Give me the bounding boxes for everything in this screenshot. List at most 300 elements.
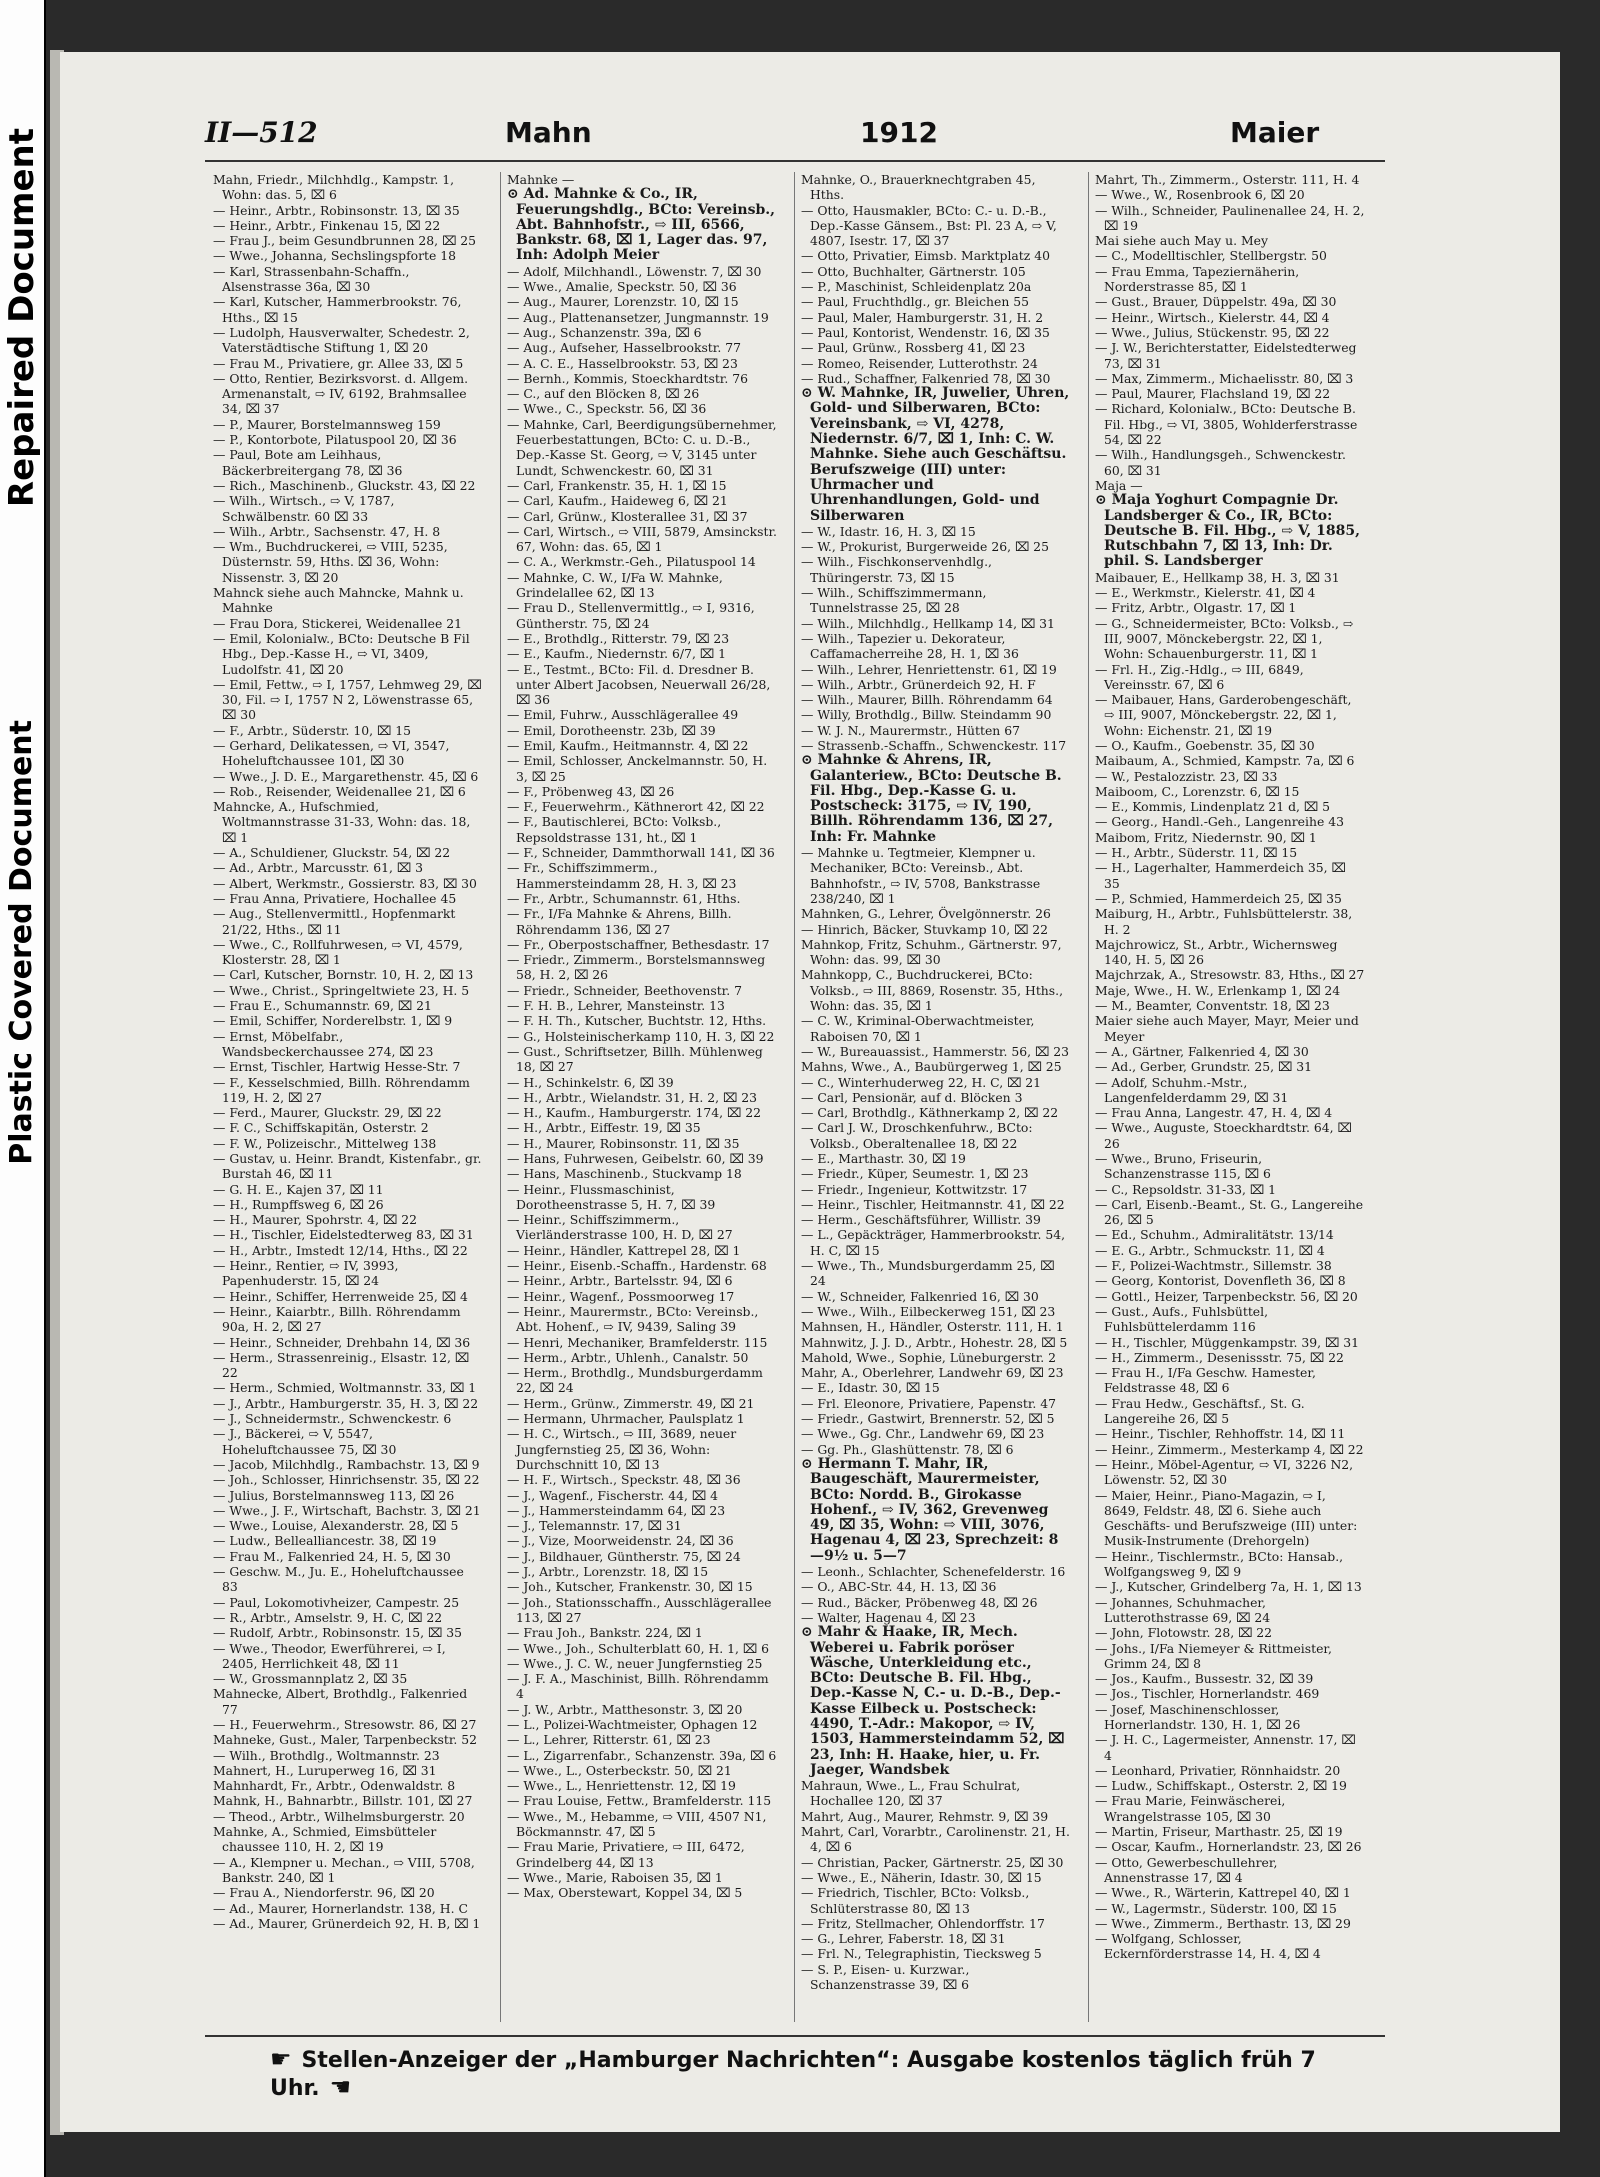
directory-entry: — H. C., Wirtsch., ⇨ III, 3689, neuer Jungfernstieg 25, ⌧ 36, Wohn: Durchschnitt 10, ⌧ 13 [507, 1426, 737, 1472]
directory-entry: — A., Klempner u. Mechan., ⇨ VIII, 5708, Bankstr. 240, ⌧ 1 [213, 1854, 475, 1885]
directory-entry: — Frau Hedw., Geschäftsf., St. G. Langereihe 26, ⌧ 5 [1095, 1395, 1305, 1427]
directory-entry: — Heinr., Arbtr., Robinsonstr. 13, ⌧ 35 [213, 202, 460, 218]
directory-entry: — Heinr., Zimmerm., Mesterkamp 4, ⌧ 22 [1095, 1441, 1364, 1457]
directory-entry: — Ferd., Maurer, Gluckstr. 29, ⌧ 22 [213, 1105, 442, 1121]
directory-entry: — Heinr., Tischler, Rehhoffstr. 14, ⌧ 11 [1095, 1426, 1346, 1442]
directory-entry: — Wwe., Julius, Stückenstr. 95, ⌧ 22 [1095, 324, 1330, 340]
directory-entry: — E., Kommis, Lindenplatz 21 d, ⌧ 5 [1095, 799, 1331, 815]
directory-entry: — Wwe., J. F., Wirtschaft, Bachstr. 3, ⌧ 21 [213, 1502, 481, 1518]
directory-entry: — Ludw., Bellealliancestr. 38, ⌧ 19 [213, 1533, 437, 1549]
directory-entry: Mahnhardt, Fr., Arbtr., Odenwaldstr. 8 [213, 1778, 456, 1794]
directory-entry: — Friedr., Ingenieur, Kottwitzstr. 17 [801, 1181, 1028, 1197]
directory-entry: Mahns, Wwe., A., Baubürgerweg 1, ⌧ 25 [801, 1059, 1062, 1075]
directory-entry: — F., Arbtr., Süderstr. 10, ⌧ 15 [213, 722, 412, 738]
directory-entry: — W., Bureauassist., Hammerstr. 56, ⌧ 23 [801, 1043, 1069, 1059]
directory-entry: Maiburg, H., Arbtr., Fuhlsbüttelerstr. 38, H. 2 [1095, 906, 1353, 937]
directory-entry: — G., Schneidermeister, BCto: Volksb., ⇨ III, 9007, Mönckebergstr. 22, ⌧ 1, Wohn: Schauenburgerstr. 11, ⌧ 1 [1095, 615, 1354, 662]
directory-entry: — W., Grossmannplatz 2, ⌧ 35 [213, 1671, 408, 1687]
footer-text: Stellen-Anzeiger der „Hamburger Nachrichten“: Ausgabe kostenlos täglich früh 7 Uhr. [270, 2048, 1316, 2101]
directory-entry: Mahnck siehe auch Mahncke, Mahnk u. Mahnke [213, 585, 464, 616]
directory-entry: — Herm., Grünw., Zimmerstr. 49, ⌧ 21 [507, 1395, 755, 1411]
directory-entry: Mahnken, G., Lehrer, Övelgönnerstr. 26 [801, 906, 1051, 922]
directory-entry: — Aug., Aufseher, Hasselbrookstr. 77 [507, 340, 741, 356]
directory-entry: — E., Brothdlg., Ritterstr. 79, ⌧ 23 [507, 630, 730, 646]
directory-entry: — Henri, Mechaniker, Bramfelderstr. 115 [507, 1334, 768, 1350]
directory-entry: — Aug., Plattenansetzer, Jungmannstr. 19 [507, 309, 769, 325]
directory-entry: — Otto, Privatier, Eimsb. Marktplatz 40 [801, 248, 1051, 264]
directory-entry: — Walter, Hagenau 4, ⌧ 23 [801, 1609, 976, 1625]
directory-entry: — A., Schuldiener, Gluckstr. 54, ⌧ 22 [213, 845, 451, 861]
directory-entry: — Frau Dora, Stickerei, Weidenallee 21 [213, 615, 462, 631]
directory-entry: — Heinr., Möbel-Agentur, ⇨ VI, 3226 N2, Löwenstr. 52, ⌧ 30 [1095, 1456, 1354, 1488]
directory-entry: — Frau H., I/Fa Geschw. Hamester, Feldstrasse 48, ⌧ 6 [1095, 1365, 1316, 1396]
directory-entry: — Gerhard, Delikatessen, ⇨ VI, 3547, Hoheluftchaussee 101, ⌧ 30 [213, 737, 450, 769]
directory-entry: — Joh., Stationsschaffn., Ausschlägerallee 113, ⌧ 27 [507, 1594, 772, 1625]
directory-entry: Mahnecke, Albert, Brothdlg., Falkenried 77 [213, 1686, 468, 1717]
directory-entry: — Wwe., Auguste, Stoeckhardtstr. 64, ⌧ 26 [1095, 1120, 1352, 1151]
directory-entry: — Carl, Wirtsch., ⇨ VIII, 5879, Amsinckstr. 67, Wohn: das. 65, ⌧ 1 [507, 523, 777, 555]
directory-entry: — Wwe., C., Speckstr. 56, ⌧ 36 [507, 401, 707, 417]
directory-entry: — Frl. Eleonore, Privatiere, Papenstr. 47 [801, 1395, 1057, 1411]
directory-entry: — J., Wagenf., Fischerstr. 44, ⌧ 4 [507, 1487, 719, 1503]
directory-entry: — Frau E., Schumannstr. 69, ⌧ 21 [213, 998, 432, 1014]
directory-entry: — Carl, Pensionär, auf d. Blöcken 3 [801, 1089, 1023, 1105]
directory-entry: — Ernst, Tischler, Hartwig Hesse-Str. 7 [213, 1059, 461, 1075]
directory-entry: — Fr., I/Fa Mahnke & Ahrens, Billh. Röhrendamm 136, ⌧ 27 [507, 906, 732, 937]
directory-entry: — Jos., Tischler, Hornerlandstr. 469 [1095, 1686, 1320, 1702]
repaired-stamp: Repaired Document [2, 128, 42, 508]
directory-entry: — Joh., Kutscher, Frankenstr. 30, ⌧ 15 [507, 1579, 753, 1595]
directory-entry: — L., Gepäckträger, Hammerbrookstr. 54, H. C, ⌧ 15 [801, 1227, 1066, 1258]
directory-entry: — Frau Joh., Bankstr. 224, ⌧ 1 [507, 1625, 703, 1641]
directory-entry: — Carl, Kaufm., Haideweg 6, ⌧ 21 [507, 493, 728, 509]
directory-entry: — Ludolph, Hausverwalter, Schedestr. 2, Vaterstädtische Stiftung 1, ⌧ 20 [213, 324, 470, 356]
directory-entry: — Paul, Bote am Leihhaus, Bäckerbreitergang 78, ⌧ 36 [213, 447, 403, 478]
directory-entry: — Frau J., beim Gesundbrunnen 28, ⌧ 25 [213, 233, 477, 249]
directory-entry: — F. C., Schiffskapitän, Osterstr. 2 [213, 1120, 429, 1136]
directory-entry: — F., Polizei-Wachtmstr., Sillemstr. 38 [1095, 1258, 1332, 1274]
directory-entry: — H., Zimmerm., Desenissstr. 75, ⌧ 22 [1095, 1349, 1344, 1365]
directory-entry: — Frl. N., Telegraphistin, Tiecksweg 5 [801, 1946, 1042, 1962]
directory-entry: — H., Tischler, Eidelstedterweg 83, ⌧ 31 [213, 1227, 474, 1243]
directory-entry: — P., Maurer, Borstelmannsweg 159 [213, 416, 441, 432]
directory-entry: — Wilh., Tapezier u. Dekorateur, Caffamacherreihe 28, H. 1, ⌧ 36 [801, 630, 1019, 662]
directory-entry: — L., Lehrer, Ritterstr. 61, ⌧ 23 [507, 1732, 711, 1748]
directory-entry: — J. W., Berichterstatter, Eidelstedterweg 73, ⌧ 31 [1095, 340, 1357, 371]
directory-entry: — Paul, Grünw., Rossberg 41, ⌧ 23 [801, 340, 1026, 356]
directory-entry: — Martin, Friseur, Marthastr. 25, ⌧ 19 [1095, 1824, 1343, 1840]
directory-entry: — Emil, Kolonialw., BCto: Deutsche B Fil Hbg., Dep.-Kasse H., ⇨ VI, 3409, Ludolfstr. 41, ⌧ 20 [213, 630, 470, 677]
directory-entry: — Heinr., Maurermstr., BCto: Vereinsb., Abt. Hohenf., ⇨ IV, 9439, Saling 39 [507, 1303, 759, 1335]
directory-entry: — Wwe., Joh., Schulterblatt 60, H. 1, ⌧ 6 [507, 1640, 769, 1656]
directory-entry: — Carl, Brothdlg., Käthnerkamp 2, ⌧ 22 [801, 1105, 1059, 1121]
pointing-hand-icon: ☚ [329, 2073, 352, 2101]
directory-entry: Mahnsen, H., Händler, Osterstr. 111, H. 1 [801, 1319, 1064, 1335]
directory-entry: — Wilh., Milchhdlg., Hellkamp 14, ⌧ 31 [801, 615, 1055, 631]
directory-entry: — Fr., Schiffszimmerm., Hammersteindamm 28, H. 3, ⌧ 23 [507, 860, 737, 891]
directory-entry: — Friedrich, Tischler, BCto: Volksb., Schlüterstrasse 80, ⌧ 13 [801, 1885, 1030, 1916]
directory-entry: — P., Schmied, Hammerdeich 25, ⌧ 35 [1095, 890, 1342, 906]
directory-entry: — Ad., Gerber, Grundstr. 25, ⌧ 31 [1095, 1059, 1312, 1075]
directory-entry: — J., Telemannstr. 17, ⌧ 31 [507, 1518, 682, 1534]
directory-entry: — F. H. Th., Kutscher, Buchtstr. 12, Hths. [507, 1013, 767, 1029]
directory-entry: — Wilh., Lehrer, Henriettenstr. 61, ⌧ 19 [801, 661, 1057, 677]
directory-entry: — Ludw., Schiffskapt., Osterstr. 2, ⌧ 19 [1095, 1778, 1347, 1794]
directory-entry: — Heinr., Flussmaschinist, Dorotheenstrasse 5, H. 7, ⌧ 39 [507, 1181, 716, 1212]
directory-entry: — S. P., Eisen- u. Kurzwar., Schanzenstrasse 39, ⌧ 6 [801, 1961, 970, 1993]
directory-column-1 [213, 172, 483, 2022]
directory-entry: Mahnkop, Fritz, Schuhm., Gärtnerstr. 97, Wohn: das. 99, ⌧ 30 [801, 936, 1062, 968]
directory-entry: — Rob., Reisender, Weidenallee 21, ⌧ 6 [213, 783, 466, 799]
directory-entry: — C., Modelltischler, Stellbergstr. 50 [1095, 248, 1327, 264]
directory-entry: — H., Arbtr., Eiffestr. 19, ⌧ 35 [507, 1120, 701, 1136]
directory-entry: ⊙ Mahr & Haake, IR, Mech. Weberei u. Fabrik poröser Wäsche, Unterkleidung etc., BCto: Deutsche B. Fil. Hbg., Dep.-Kasse N, C.- u. D.-B., Dep.-Kasse Eilbeck u. Postscheck: 4490, T.-Adr.: Makopor, ⇨ IV, 1503, Hammersteindamm 52, ⌧ 23, Inh: H. Haake, hier, u. Fr. Jaeger, Wandsbek [801, 1624, 1065, 1778]
directory-entry: — Herm., Geschäftsführer, Willistr. 39 [801, 1212, 1041, 1228]
directory-entry: — Wilh., Arbtr., Sachsenstr. 47, H. 8 [213, 523, 441, 539]
directory-entry: — Heinr., Arbtr., Finkenau 15, ⌧ 22 [213, 217, 441, 233]
directory-entry: — H., Maurer, Spohrstr. 4, ⌧ 22 [213, 1212, 418, 1228]
directory-entry: — O., Kaufm., Goebenstr. 35, ⌧ 30 [1095, 737, 1315, 753]
directory-entry: — Wwe., Wilh., Eilbeckerweg 151, ⌧ 23 [801, 1303, 1056, 1319]
directory-entry: — Romeo, Reisender, Lutterothstr. 24 [801, 355, 1038, 371]
directory-column-2 [507, 172, 777, 2022]
directory-entry: — P., Maschinist, Schleidenplatz 20a [801, 279, 1032, 295]
directory-entry: — H., Arbtr., Imstedt 12/14, Hths., ⌧ 22 [213, 1242, 468, 1258]
directory-entry: — Rich., Maschinenb., Gluckstr. 43, ⌧ 22 [213, 477, 476, 493]
directory-entry: Maier siehe auch Mayer, Mayr, Meier und Meyer [1095, 1013, 1359, 1044]
directory-entry: ⊙ W. Mahnke, IR, Juwelier, Uhren, Gold- und Silberwaren, BCto: Vereinsbank, ⇨ VI, 4278, Niedernstr. 6/7, ⌧ 1, Inh: C. W. Mahnke. Siehe auch Geschäftsu. Berufszweige (III) unter: Uhrmacher und Uhrenhandlungen, Gold- und Silberwaren [801, 385, 1070, 524]
directory-entry: — H., Arbtr., Süderstr. 11, ⌧ 15 [1095, 845, 1298, 861]
directory-entry: — Adolf, Schuhm.-Mstr., Langenfelderdamm 29, ⌧ 31 [1095, 1074, 1289, 1105]
directory-entry: — G., Holsteinischerkamp 110, H. 3, ⌧ 22 [507, 1028, 775, 1044]
directory-entry: — Wwe., M., Hebamme, ⇨ VIII, 4507 N1, Böckmannstr. 47, ⌧ 5 [507, 1808, 767, 1840]
directory-entry: Mahnk, H., Bahnarbtr., Billstr. 101, ⌧ 27 [213, 1793, 473, 1809]
directory-entry: Maje, Wwe., H. W., Erlenkamp 1, ⌧ 24 [1095, 982, 1341, 998]
directory-entry: — Bernh., Kommis, Stoeckhardtstr. 76 [507, 370, 748, 386]
directory-entry: — C. A., Werkmstr.-Geh., Pilatuspool 14 [507, 554, 756, 570]
directory-entry: — Fr., Arbtr., Schumannstr. 61, Hths. [507, 890, 741, 906]
directory-entry: — Herm., Arbtr., Uhlenh., Canalstr. 50 [507, 1349, 749, 1365]
directory-entry: Mai siehe auch May u. Mey [1095, 233, 1268, 249]
directory-entry: Mahrt, Aug., Maurer, Rehmstr. 9, ⌧ 39 [801, 1808, 1049, 1824]
directory-entry: ⊙ Ad. Mahnke & Co., IR, Feuerungshdlg., BCto: Vereinsb., Abt. Bahnhofstr., ⇨ III, 6566, Bankstr. 68, ⌧ 1, Lager das. 97, Inh: Adolph Meier [507, 186, 776, 264]
directory-entry: — F., Bautischlerei, BCto: Volksb., Repsoldstrasse 131, ht., ⌧ 1 [507, 814, 722, 845]
directory-entry: — Wilh., Brothdlg., Woltmannstr. 23 [213, 1747, 440, 1763]
directory-entry: — M., Beamter, Conventstr. 18, ⌧ 23 [1095, 998, 1330, 1014]
directory-entry: — Wwe., Theodor, Ewerführerei, ⇨ I, 2405, Herrlichkeit 48, ⌧ 11 [213, 1640, 446, 1671]
directory-entry: — G. H. E., Kajen 37, ⌧ 11 [213, 1181, 384, 1197]
directory-entry: — J., Arbtr., Lorenzstr. 18, ⌧ 15 [507, 1564, 709, 1580]
directory-entry: — Theod., Arbtr., Wilhelmsburgerstr. 20 [213, 1808, 465, 1824]
directory-entry: Maibaum, A., Schmied, Kampstr. 7a, ⌧ 6 [1095, 753, 1355, 769]
directory-entry: — Heinr., Schneider, Drehbahn 14, ⌧ 36 [213, 1334, 471, 1350]
directory-entry: Maibauer, E., Hellkamp 38, H. 3, ⌧ 31 [1095, 569, 1340, 585]
directory-entry: — Gust., Brauer, Düppelstr. 49a, ⌧ 30 [1095, 294, 1337, 310]
directory-entry: — Wilh., Maurer, Billh. Röhrendamm 64 [801, 692, 1053, 708]
directory-entry: — John, Flotowstr. 28, ⌧ 22 [1095, 1625, 1273, 1641]
directory-entry: — Rud., Schaffner, Falkenried 78, ⌧ 30 [801, 370, 1051, 386]
directory-entry: — Fr., Oberpostschaffner, Bethesdastr. 17 [507, 936, 770, 952]
directory-entry: — Paul, Lokomotivheizer, Campestr. 25 [213, 1594, 460, 1610]
directory-entry: Mahrt, Th., Zimmerm., Osterstr. 111, H. 4 [1095, 172, 1360, 187]
directory-entry: — C. W., Kriminal-Oberwachtmeister, Raboisen 70, ⌧ 1 [801, 1013, 1035, 1044]
directory-entry: — J. H. C., Lagermeister, Annenstr. 17, ⌧ 4 [1095, 1732, 1356, 1763]
directory-entry: — L., Zigarrenfabr., Schanzenstr. 39a, ⌧ 6 [507, 1747, 777, 1763]
directory-entry: — Heinr., Kaiarbtr., Billh. Röhrendamm 90a, H. 2, ⌧ 27 [213, 1303, 461, 1335]
directory-entry: — Wolfgang, Schlosser, Eckernförderstrasse 14, H. 4, ⌧ 4 [1095, 1931, 1321, 1962]
directory-entry: — Leonhard, Privatier, Rönnhaidstr. 20 [1095, 1762, 1341, 1778]
directory-entry: — J., Hammersteindamm 64, ⌧ 23 [507, 1502, 726, 1518]
directory-entry: Maiboom, C., Lorenzstr. 6, ⌧ 15 [1095, 783, 1300, 799]
directory-entry: — F., Kesselschmied, Billh. Röhrendamm 119, H. 2, ⌧ 27 [213, 1074, 470, 1105]
directory-entry: Mahnwitz, J. J. D., Arbtr., Hohestr. 28, ⌧ 5 [801, 1334, 1068, 1350]
directory-entry: — Carl, Kutscher, Bornstr. 10, H. 2, ⌧ 13 [213, 967, 474, 983]
directory-entry: — Adolf, Milchhandl., Löwenstr. 7, ⌧ 30 [507, 263, 762, 279]
directory-entry: — Paul, Kontorist, Wendenstr. 16, ⌧ 35 [801, 324, 1050, 340]
directory-entry: Mahnert, H., Luruperweg 16, ⌧ 31 [213, 1762, 437, 1778]
directory-entry: — Gg. Ph., Glashüttenstr. 78, ⌧ 6 [801, 1441, 1014, 1457]
directory-entry: — Wilh., Wirtsch., ⇨ V, 1787, Schwälbenstr. 60 ⌧ 33 [213, 493, 395, 524]
directory-entry: — Frau A., Niendorferstr. 96, ⌧ 20 [213, 1885, 435, 1901]
directory-entry: — Hinrich, Bäcker, Stuvkamp 10, ⌧ 22 [801, 921, 1049, 937]
directory-entry: — Strassenb.-Schaffn., Schwenckestr. 117 [801, 737, 1067, 753]
directory-entry: — Frau Anna, Privatiere, Hochallee 45 [213, 890, 457, 906]
running-head [205, 116, 1385, 166]
directory-entry: — Heinr., Arbtr., Bartelsstr. 94, ⌧ 6 [507, 1273, 733, 1289]
directory-entry: — Wilh., Schneider, Paulinenallee 24, H. 2, ⌧ 19 [1095, 202, 1365, 233]
directory-entry: — O., ABC-Str. 44, H. 13, ⌧ 36 [801, 1579, 997, 1595]
directory-entry: — Wwe., Bruno, Friseurin, Schanzenstrasse 115, ⌧ 6 [1095, 1151, 1271, 1182]
directory-entry: — Fritz, Arbtr., Olgastr. 17, ⌧ 1 [1095, 600, 1297, 616]
directory-entry: — Wwe., L., Henriettenstr. 12, ⌧ 19 [507, 1778, 736, 1794]
header-rule [205, 160, 1385, 162]
directory-entry: — Herm., Strassenreinig., Elsastr. 12, ⌧ 22 [213, 1349, 470, 1381]
directory-entry: — Friedr., Zimmerm., Borstelsmannsweg 58, H. 2, ⌧ 26 [507, 952, 766, 983]
directory-entry: — Otto, Buchhalter, Gärtnerstr. 105 [801, 263, 1026, 279]
directory-entry: — J., Kutscher, Grindelberg 7a, H. 1, ⌧ 13 [1095, 1579, 1362, 1595]
directory-entry: — Wm., Buchdruckerei, ⇨ VIII, 5235, Düsternstr. 59, Hths. ⌧ 36, Wohn: Nissenstr. 3, ⌧ 20 [213, 539, 448, 585]
directory-entry: — Rud., Bäcker, Pröbenweg 48, ⌧ 26 [801, 1594, 1038, 1610]
directory-entry: — J. F. A., Maschinist, Billh. Röhrendamm 4 [507, 1671, 769, 1702]
directory-entry: — Wwe., Johanna, Sechslingspforte 18 [213, 248, 457, 264]
directory-entry: — Aug., Maurer, Lorenzstr. 10, ⌧ 15 [507, 294, 739, 310]
directory-entry: Mahnkopp, C., Buchdruckerei, BCto: Volksb., ⇨ III, 8869, Rosenstr. 35, Hths., Wohn: das. 35, ⌧ 1 [801, 967, 1064, 1014]
directory-entry: — H., Rumpffsweg 6, ⌧ 26 [213, 1196, 384, 1212]
pointing-hand-icon: ☛ [270, 2045, 292, 2073]
directory-entry: — Ad., Maurer, Grünerdeich 92, H. B, ⌧ 1 [213, 1915, 481, 1931]
directory-entry: — Heinr., Tischler, Heitmannstr. 41, ⌧ 22 [801, 1196, 1065, 1212]
directory-entry: Majchrzak, A., Stresowstr. 83, Hths., ⌧ 27 [1095, 967, 1365, 983]
directory-entry: — Aug., Stellenvermittl., Hopfenmarkt 21/22, Hths., ⌧ 11 [213, 906, 456, 937]
directory-entry: — P., Kontorbote, Pilatuspool 20, ⌧ 36 [213, 432, 457, 448]
directory-entry: — H., Tischler, Müggenkampstr. 39, ⌧ 31 [1095, 1334, 1360, 1350]
directory-entry: — Frau Emma, Tapeziernäherin, Norderstrasse 85, ⌧ 1 [1095, 263, 1300, 295]
directory-entry: — Johannes, Schuhmacher, Lutterothstrasse 69, ⌧ 24 [1095, 1594, 1271, 1625]
directory-entry: — Wwe., C., Rollfuhrwesen, ⇨ VI, 4579, Klosterstr. 28, ⌧ 1 [213, 936, 463, 968]
directory-entry: — Aug., Schanzenstr. 39a, ⌧ 6 [507, 324, 702, 340]
directory-column-3 [801, 172, 1071, 2022]
directory-entry: Mahnke — [507, 172, 575, 187]
footer-advert [270, 2045, 1370, 2101]
directory-entry: — Georg, Kontorist, Dovenfleth 36, ⌧ 8 [1095, 1273, 1346, 1289]
directory-entry: — Otto, Rentier, Bezirksvorst. d. Allgem. Armenanstalt, ⇨ IV, 6192, Brahmsallee 34, ⌧ 37 [213, 370, 469, 417]
directory-entry: — Emil, Schiffer, Norderelbstr. 1, ⌧ 9 [213, 1013, 453, 1029]
directory-entry: — Carl, Eisenb.-Beamt., St. G., Langereihe 26, ⌧ 5 [1095, 1196, 1364, 1228]
directory-entry: Mahr, A., Oberlehrer, Landwehr 69, ⌧ 23 [801, 1365, 1064, 1381]
column-divider [500, 172, 501, 2022]
directory-entry: — W. J. N., Maurermstr., Hütten 67 [801, 722, 1020, 738]
directory-entry: Maja — [1095, 477, 1143, 493]
directory-entry: — Karl, Strassenbahn-Schaffn., Alsenstrasse 36a, ⌧ 30 [213, 263, 410, 295]
head-year: 1912 [860, 116, 938, 149]
directory-entry: — W., Prokurist, Burgerweide 26, ⌧ 25 [801, 539, 1049, 555]
directory-entry: — A., Gärtner, Falkenried 4, ⌧ 30 [1095, 1043, 1309, 1059]
footer-rule [205, 2035, 1385, 2037]
directory-entry: — Willy, Brothdlg., Billw. Steindamm 90 [801, 707, 1052, 723]
directory-entry: — E., Marthastr. 30, ⌧ 19 [801, 1151, 966, 1166]
directory-entry: — J. W., Arbtr., Matthesonstr. 3, ⌧ 20 [507, 1701, 743, 1717]
directory-entry: — Heinr., Schiffer, Herrenweide 25, ⌧ 4 [213, 1288, 468, 1304]
directory-entry: — Paul, Fruchthdlg., gr. Bleichen 55 [801, 294, 1030, 310]
directory-entry: — H., Maurer, Robinsonstr. 11, ⌧ 35 [507, 1135, 740, 1151]
directory-entry: — Frau Marie, Feinwäscherei, Wrangelstrasse 105, ⌧ 30 [1095, 1793, 1286, 1824]
directory-entry: — Herm., Brothdlg., Mundsburgerdamm 22, ⌧ 24 [507, 1365, 763, 1396]
directory-entry: — Wwe., Gg. Chr., Landwehr 69, ⌧ 23 [801, 1426, 1045, 1442]
plastic-covered-stamp: Plastic Covered Document [4, 720, 39, 1165]
directory-entry: — Wwe., E., Näherin, Idastr. 30, ⌧ 15 [801, 1869, 1042, 1885]
directory-entry: — Karl, Kutscher, Hammerbrookstr. 76, Hths., ⌧ 15 [213, 294, 462, 325]
directory-entry: — Josef, Maschinenschlosser, Hornerlandstr. 130, H. 1, ⌧ 26 [1095, 1701, 1301, 1732]
directory-entry: — Wwe., W., Rosenbrook 6, ⌧ 20 [1095, 187, 1305, 203]
directory-entry: — H., Feuerwehrm., Stresowstr. 86, ⌧ 27 [213, 1716, 477, 1732]
directory-entry: — F. H. B., Lehrer, Mansteinstr. 13 [507, 998, 725, 1014]
directory-entry: Mahnke, A., Schmied, Eimsbütteler chaussee 110, H. 2, ⌧ 19 [213, 1824, 437, 1855]
directory-entry: — Mahnke, C. W., I/Fa W. Mahnke, Grindelallee 62, ⌧ 13 [507, 569, 723, 601]
directory-entry: — Heinr., Wirtsch., Kielerstr. 44, ⌧ 4 [1095, 309, 1330, 325]
directory-entry: — Jos., Kaufm., Bussestr. 32, ⌧ 39 [1095, 1671, 1314, 1687]
directory-entry: Mahnke, O., Brauerknechtgraben 45, Hths. [801, 172, 1036, 203]
directory-entry: — Wwe., Marie, Raboisen 35, ⌧ 1 [507, 1869, 723, 1885]
directory-entry: ⊙ Hermann T. Mahr, IR, Baugeschäft, Maurermeister, BCto: Nordd. B., Girokasse Hohenf., ⇨ IV, 362, Grevenweg 49, ⌧ 35, Wohn: ⇨ VIII, 3076, Hagenau 4, ⌧ 23, Sprechzeit: 8—9½ u. 5—7 [801, 1455, 1059, 1564]
directory-entry: — Johs., I/Fa Niemeyer & Rittmeister, Grimm 24, ⌧ 8 [1095, 1640, 1332, 1671]
directory-entry: — W., Schneider, Falkenried 16, ⌧ 30 [801, 1288, 1039, 1304]
directory-entry: — Gust., Schriftsetzer, Billh. Mühlenweg 18, ⌧ 27 [507, 1043, 763, 1075]
directory-entry: — J., Vize, Moorweidenstr. 24, ⌧ 36 [507, 1533, 734, 1549]
directory-entry: — Gottl., Heizer, Tarpenbeckstr. 56, ⌧ 20 [1095, 1288, 1358, 1304]
directory-entry: — J., Bildhauer, Güntherstr. 75, ⌧ 24 [507, 1548, 741, 1564]
directory-entry: — C., Repsoldstr. 31-33, ⌧ 1 [1095, 1181, 1276, 1197]
directory-entry: — Otto, Gewerbeschullehrer, Annenstrasse 17, ⌧ 4 [1095, 1854, 1278, 1885]
directory-entry: — Wwe., Louise, Alexanderstr. 28, ⌧ 5 [213, 1518, 459, 1534]
directory-entry: — Wilh., Handlungsgeh., Schwenckestr. 60, ⌧ 31 [1095, 447, 1346, 478]
directory-entry: Mahneke, Gust., Maler, Tarpenbeckstr. 52 [213, 1732, 478, 1748]
directory-entry: — H., Kaufm., Hamburgerstr. 174, ⌧ 22 [507, 1105, 761, 1121]
column-divider [794, 172, 795, 2022]
directory-entry: — H. F., Wirtsch., Speckstr. 48, ⌧ 36 [507, 1472, 741, 1488]
directory-entry: Mahncke, A., Hufschmied, Woltmannstrasse 31-33, Wohn: das. 18, ⌧ 1 [213, 799, 471, 845]
directory-entry: — Oscar, Kaufm., Hornerlandstr. 23, ⌧ 26 [1095, 1839, 1362, 1855]
directory-entry: — Wwe., R., Wärterin, Kattrepel 40, ⌧ 1 [1095, 1885, 1351, 1901]
directory-entry: — W., Pestalozzistr. 23, ⌧ 33 [1095, 768, 1278, 784]
directory-entry: — H., Lagerhalter, Hammerdeich 35, ⌧ 35 [1095, 860, 1346, 891]
directory-entry: — Jacob, Milchhdlg., Rambachstr. 13, ⌧ 9 [213, 1456, 480, 1472]
directory-entry: — Wilh., Fischkonservenhdlg., Thüringerstr. 73, ⌧ 15 [801, 554, 992, 585]
directory-entry: — Ad., Arbtr., Marcusstr. 61, ⌧ 3 [213, 860, 423, 876]
directory-entry: — Frau M., Falkenried 24, H. 5, ⌧ 30 [213, 1548, 451, 1564]
directory-entry: — Frau D., Stellenvermittlg., ⇨ I, 9316, Güntherstr. 75, ⌧ 24 [507, 600, 755, 631]
directory-entry: — Mahnke u. Tegtmeier, Klempner u. Mechaniker, BCto: Vereinsb., Abt. Bahnhofstr., ⇨ IV, 5708, Bankstrasse 238/240, ⌧ 1 [801, 845, 1041, 906]
directory-entry: — Frau M., Privatiere, gr. Allee 33, ⌧ 5 [213, 355, 464, 371]
directory-entry: — Wilh., Arbtr., Grünerdeich 92, H. F [801, 676, 1036, 692]
directory-entry: — J., Schneidermstr., Schwenckestr. 6 [213, 1411, 452, 1427]
directory-entry: — Friedr., Schneider, Beethovenstr. 7 [507, 982, 743, 998]
directory-entry: — Frau Anna, Langestr. 47, H. 4, ⌧ 4 [1095, 1105, 1333, 1121]
directory-entry: — Heinr., Eisenb.-Schaffn., Hardenstr. 68 [507, 1258, 767, 1274]
directory-entry: — Richard, Kolonialw., BCto: Deutsche B. Fil. Hbg., ⇨ VI, 3805, Wohlderferstrasse 54, ⌧ 22 [1095, 401, 1358, 448]
directory-entry: — Joh., Schlosser, Hinrichsenstr. 35, ⌧ 22 [213, 1472, 480, 1488]
directory-entry: — Maier, Heinr., Piano-Magazin, ⇨ I, 8649, Feldstr. 48, ⌧ 6. Siehe auch Geschäfts- und Berufszweige (III) unter: Musik-Instrumente (Drehorgeln) [1095, 1487, 1358, 1549]
directory-entry: ⊙ Mahnke & Ahrens, IR, Galanteriew., BCto: Deutsche B. Fil. Hbg., Dep.-Kasse G. u. Postscheck: 3175, ⇨ IV, 190, Billh. Röhrendamm 136, ⌧ 27, Inh: Fr. Mahnke [801, 752, 1062, 845]
directory-entry: — Hermann, Uhrmacher, Paulsplatz 1 [507, 1411, 745, 1427]
directory-entry: — C., Winterhuderweg 22, H. C, ⌧ 21 [801, 1074, 1042, 1090]
directory-entry: — Frau Louise, Fettw., Bramfelderstr. 115 [507, 1793, 772, 1809]
head-right-keyword: Maier [1230, 116, 1320, 149]
directory-entry: — Gust., Aufs., Fuhlsbüttel, Fuhlsbüttelerdamm 116 [1095, 1303, 1269, 1335]
directory-entry: — Wwe., Zimmerm., Berthastr. 13, ⌧ 29 [1095, 1915, 1351, 1931]
directory-entry: — Heinr., Händler, Kattrepel 28, ⌧ 1 [507, 1242, 741, 1258]
directory-entry: — E. G., Arbtr., Schmuckstr. 11, ⌧ 4 [1095, 1242, 1325, 1258]
directory-entry: — Friedr., Küper, Seumestr. 1, ⌧ 23 [801, 1166, 1029, 1182]
directory-entry: — L., Polizei-Wachtmeister, Ophagen 12 [507, 1716, 758, 1732]
directory-entry: — Friedr., Gastwirt, Brennerstr. 52, ⌧ 5 [801, 1411, 1055, 1427]
side-stamp-strip [0, 0, 46, 2177]
directory-entry: ⊙ Maja Yoghurt Compagnie Dr. Landsberger & Co., IR, BCto: Deutsche B. Fil. Hbg., ⇨ V, 1885, Rutschbahn 7, ⌧ 13, Inh: Dr. phil. S. Landsberger [1095, 492, 1360, 570]
directory-entry: — Paul, Maler, Hamburgerstr. 31, H. 2 [801, 309, 1044, 325]
directory-entry: — Emil, Kaufm., Heitmannstr. 4, ⌧ 22 [507, 737, 749, 753]
directory-entry: — Hans, Maschinenb., Stuckvamp 18 [507, 1166, 742, 1182]
directory-entry: — J., Bäckerei, ⇨ V, 5547, Hoheluftchaussee 75, ⌧ 30 [213, 1426, 397, 1457]
directory-entry: — Carl, Frankenstr. 35, H. 1, ⌧ 15 [507, 477, 727, 493]
directory-entry: — W., Lagermstr., Süderstr. 100, ⌧ 15 [1095, 1900, 1337, 1916]
head-left-keyword: Mahn [505, 116, 592, 149]
directory-entry: — Emil, Dorotheenstr. 23b, ⌧ 39 [507, 722, 716, 738]
directory-entry: — E., Testmt., BCto: Fil. d. Dresdner B. unter Albert Jacobsen, Neuerwall 26/28, ⌧ 36 [507, 661, 771, 708]
page-number: II—512 [205, 116, 318, 149]
directory-entry: — Carl J. W., Droschkenfuhrw., BCto: Volksb., Oberaltenallee 18, ⌧ 22 [801, 1120, 1033, 1151]
directory-entry: — H., Arbtr., Wielandstr. 31, H. 2, ⌧ 23 [507, 1089, 758, 1105]
directory-entry: — Frau Marie, Privatiere, ⇨ III, 6472, Grindelberg 44, ⌧ 13 [507, 1839, 745, 1870]
directory-entry: — E., Kaufm., Niedernstr. 6/7, ⌧ 1 [507, 646, 726, 662]
directory-column-4 [1095, 172, 1365, 2022]
directory-entry: — Wwe., L., Osterbeckstr. 50, ⌧ 21 [507, 1762, 732, 1778]
directory-entry: — J., Arbtr., Hamburgerstr. 35, H. 3, ⌧ 22 [213, 1395, 479, 1411]
directory-entry: — Fritz, Stellmacher, Ohlendorffstr. 17 [801, 1915, 1045, 1931]
directory-entry: — Carl, Grünw., Klosterallee 31, ⌧ 37 [507, 508, 748, 524]
directory-entry: — Paul, Maurer, Flachsland 19, ⌧ 22 [1095, 386, 1331, 402]
directory-entry: Mahn, Friedr., Milchhdlg., Kampstr. 1, Wohn: das. 5, ⌧ 6 [213, 172, 455, 203]
directory-entry: — E., Werkmstr., Kielerstr. 41, ⌧ 4 [1095, 585, 1316, 601]
directory-entry: — Ed., Schuhm., Admiralitätstr. 13/14 [1095, 1227, 1334, 1243]
column-divider [1088, 172, 1089, 2022]
directory-entry: — Heinr., Wagenf., Possmoorweg 17 [507, 1288, 735, 1304]
directory-entry: — Julius, Borstelmannsweg 113, ⌧ 26 [213, 1487, 455, 1503]
directory-entry: Mahrt, Carl, Vorarbtr., Carolinenstr. 21, H. 4, ⌧ 6 [801, 1824, 1070, 1855]
directory-entry: — Georg., Handl.-Geh., Langenreihe 43 [1095, 814, 1344, 830]
directory-entry: — Gustav, u. Heinr. Brandt, Kistenfabr., gr. Burstah 46, ⌧ 11 [213, 1151, 482, 1182]
directory-entry: — Wwe., Th., Mundsburgerdamm 25, ⌧ 24 [801, 1258, 1055, 1289]
directory-entry: — Ernst, Möbelfabr., Wandsbeckerchaussee 274, ⌧ 23 [213, 1028, 434, 1059]
directory-entry: — Mahnke, Carl, Beerdigungsübernehmer, Feuerbestattungen, BCto: C. u. D.-B., Dep.-Kasse St. Georg, ⇨ V, 3145 unter Lundt, Schwenckestr. 60, ⌧ 31 [507, 416, 777, 478]
